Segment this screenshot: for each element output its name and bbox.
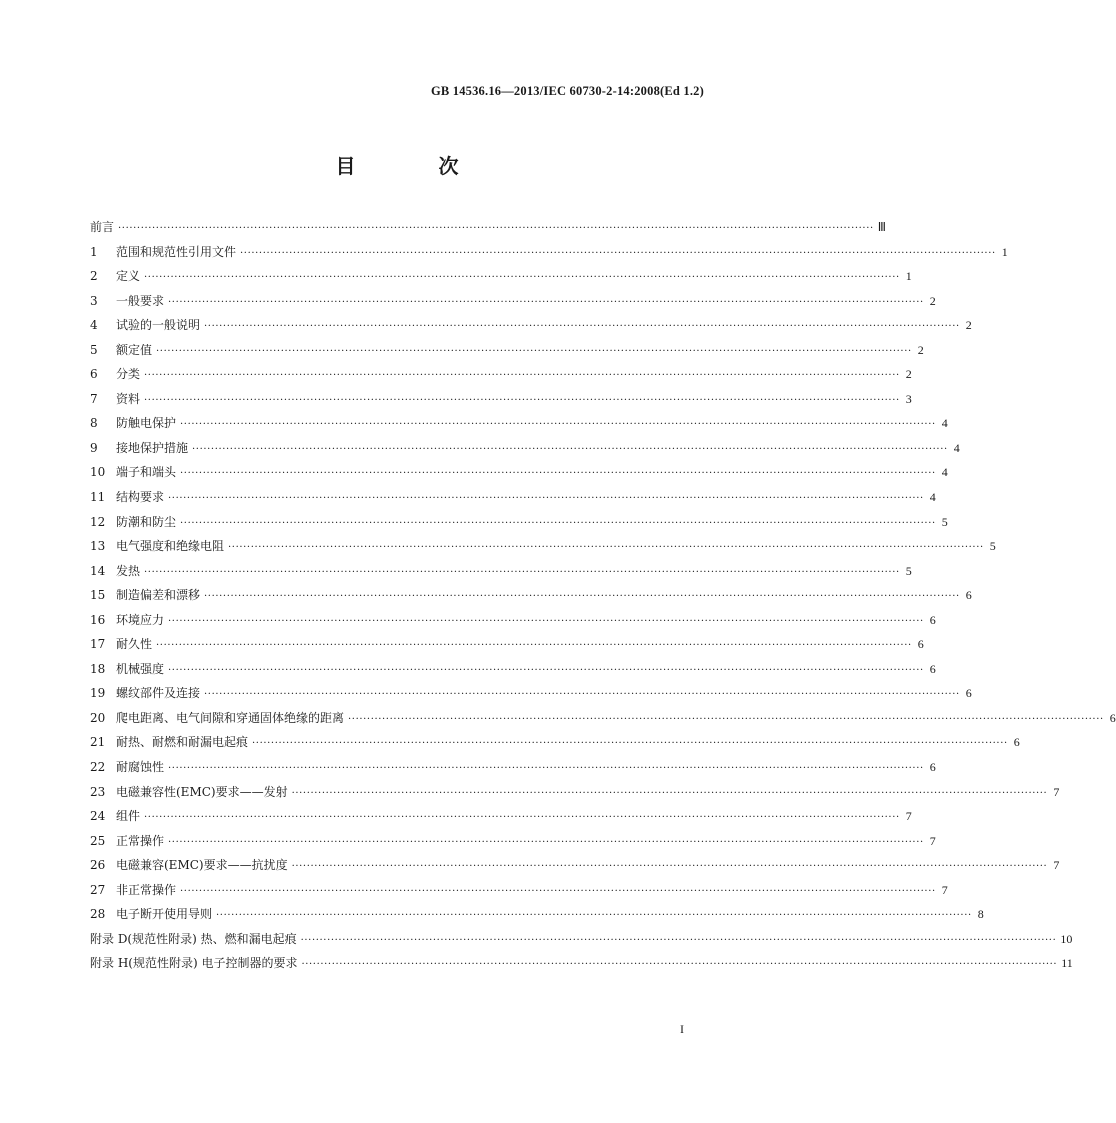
toc-entry-title: 防触电保护 [116,416,177,431]
toc-entry[interactable] [90,755,936,780]
toc-entry[interactable] [90,411,948,436]
toc-entry-page: 5 [989,539,996,554]
toc-entry[interactable] [90,485,936,510]
toc-entry-number: 27 [90,882,106,897]
toc-leader-dots: ········································································································································································································ [204,689,960,701]
toc-leader-dots: ········································································································································································································ [291,787,1048,799]
toc-entry-number: 9 [90,440,98,455]
toc-leader-dots: ········································································································································································································ [168,836,924,848]
toc-entry[interactable] [90,215,887,240]
toc-entry-page: Ⅲ [877,220,887,234]
toc-entry-page: 8 [977,907,984,922]
toc-entry[interactable] [90,387,912,412]
toc-entry-title: 资料 [116,391,141,406]
toc-entry-title: 范围和规范性引用文件 [116,244,237,259]
toc-leader-dots: ········································································································································································································ [180,419,936,431]
toc-entry-page: 6 [1013,735,1020,750]
toc-entry-title: 耐热、耐燃和耐漏电起痕 [116,735,249,750]
toc-entry[interactable] [90,681,972,706]
toc-leader-dots: ········································································································································································································ [168,615,924,627]
toc-entry[interactable] [90,583,972,608]
toc-entry-page: 5 [941,514,948,529]
toc-entry-title: 发热 [116,563,141,578]
toc-entry-title: 电磁兼容性(EMC)要求——发射 [116,784,288,799]
toc-entry[interactable] [90,608,936,633]
toc-leader-dots: ········································································································································································································ [180,517,936,529]
toc-leader-dots: ········································································································································································································ [168,664,924,676]
toc-entry-page: 2 [965,318,972,333]
toc-entry[interactable] [90,510,948,535]
toc-entry[interactable] [90,362,912,387]
toc-entry-title: 机械强度 [116,661,165,676]
toc-entry-number: 4 [90,318,98,333]
toc-entry-page: 6 [965,686,972,701]
toc-entry-page: 6 [929,661,936,676]
toc-entry[interactable] [90,878,948,903]
toc-leader-dots: ········································································································································································································ [156,640,912,652]
toc-entry-number: 14 [90,563,106,578]
toc-leader-dots: ········································································································································································································ [348,713,1104,725]
toc-entry-title: 端子和端头 [116,465,177,480]
toc-entry-page: 6 [929,760,936,775]
toc-leader-dots: ········································································································································································································ [144,370,900,382]
toc-entry[interactable] [90,534,996,559]
toc-entry[interactable] [90,927,1073,952]
toc-leader-dots: ········································································································································································································ [144,394,900,406]
table-of-contents [90,215,1116,976]
toc-entry-page: 1 [1001,244,1008,259]
toc-entry-number: 23 [90,784,106,799]
toc-leader-dots: ········································································································································································································ [291,861,1048,873]
toc-entry-number: 20 [90,710,106,725]
toc-leader-dots: ········································································································································································································ [156,345,912,357]
toc-entry-title: 耐腐蚀性 [116,760,165,775]
toc-entry-title: 组件 [116,809,141,824]
toc-entry[interactable] [90,706,1116,731]
toc-entry[interactable] [90,289,936,314]
toc-entry-number: 18 [90,661,106,676]
toc-entry-number: 15 [90,588,106,603]
page-title [0,150,794,179]
toc-leader-dots: ········································································································································································································ [168,296,924,308]
toc-entry[interactable] [90,853,1060,878]
toc-entry-number: 12 [90,514,106,529]
toc-entry-title: 螺纹部件及连接 [116,686,201,701]
toc-entry[interactable] [90,264,912,289]
toc-entry[interactable] [90,632,924,657]
toc-entry-title: 定义 [116,269,141,284]
toc-leader-dots: ········································································································································································································ [144,272,900,284]
toc-entry-page: 10 [1060,931,1073,946]
toc-entry-title: 防潮和防尘 [116,514,177,529]
toc-entry-title: 非正常操作 [116,882,177,897]
toc-entry-title: 前言 [90,220,115,234]
toc-entry-title: 爬电距离、电气间隙和穿通固体绝缘的距离 [116,710,345,725]
toc-entry[interactable] [90,657,936,682]
toc-entry-page: 6 [917,637,924,652]
toc-entry-number: 22 [90,760,106,775]
toc-entry[interactable] [90,460,948,485]
toc-entry-title: 附录 H(规范性附录) 电子控制器的要求 [90,956,298,971]
toc-entry[interactable] [90,804,912,829]
toc-leader-dots: ········································································································································································································ [216,910,972,922]
toc-entry-number: 1 [90,244,98,259]
toc-entry[interactable] [90,240,1008,265]
toc-entry-number: 16 [90,612,106,627]
toc-leader-dots: ········································································································································································································ [192,443,948,455]
toc-leader-dots: ········································································································································································································ [240,247,996,259]
toc-entry-number: 3 [90,293,98,308]
toc-entry-title: 电磁兼容(EMC)要求——抗扰度 [116,858,288,873]
toc-entry-title: 试验的一般说明 [116,318,201,333]
toc-entry-page: 2 [929,293,936,308]
toc-entry[interactable] [90,313,972,338]
toc-leader-dots: ········································································································································································································ [204,591,960,603]
toc-entry-number: 8 [90,416,98,431]
toc-entry[interactable] [90,338,924,363]
toc-leader-dots: ········································································································································································································ [144,566,900,578]
toc-leader-dots: ········································································································································································································ [180,468,936,480]
toc-entry-page: 2 [917,342,924,357]
toc-entry-title: 结构要求 [116,490,165,505]
toc-entry-page: 7 [905,809,912,824]
toc-entry-page: 11 [1061,956,1073,971]
toc-entry-number: 25 [90,833,106,848]
toc-entry-page: 4 [953,440,960,455]
toc-entry-page: 2 [905,367,912,382]
toc-entry[interactable] [90,902,984,927]
toc-entry-page: 5 [905,563,912,578]
toc-entry-page: 7 [941,882,948,897]
toc-entry-page: 6 [929,612,936,627]
toc-entry-number: 24 [90,809,106,824]
toc-entry-title: 额定值 [116,342,153,357]
toc-entry-page: 3 [905,391,912,406]
toc-entry-number: 21 [90,735,106,750]
page-title-text: 目 次 [335,154,497,178]
toc-entry-title: 制造偏差和漂移 [116,588,201,603]
toc-entry-title: 环境应力 [116,612,165,627]
toc-entry-number: 2 [90,269,98,284]
toc-entry-title: 附录 D(规范性附录) 热、燃和漏电起痕 [90,931,297,946]
toc-entry-number: 11 [90,490,106,505]
toc-entry-title: 电气强度和绝缘电阻 [116,539,225,554]
toc-entry-title: 电子断开使用导则 [116,907,213,922]
toc-entry-title: 一般要求 [116,293,165,308]
standard-code-header: GB 14536.16—2013/IEC 60730-2-14:2008(Ed 1.2) [430,84,704,98]
toc-entry-number: 6 [90,367,98,382]
toc-entry-title: 正常操作 [116,833,165,848]
toc-entry-number: 28 [90,907,106,922]
toc-entry-title: 分类 [116,367,141,382]
toc-entry-number: 5 [90,342,98,357]
toc-entry-page: 4 [941,465,948,480]
toc-leader-dots: ········································································································································································································ [118,223,874,234]
toc-leader-dots: ········································································································································································································ [300,934,1057,946]
toc-entry-number: 26 [90,858,106,873]
toc-entry-number: 7 [90,391,98,406]
toc-leader-dots: ········································································································································································································ [168,763,924,775]
toc-entry-page: 4 [941,416,948,431]
toc-entry-number: 19 [90,686,106,701]
toc-entry-title: 接地保护措施 [116,440,189,455]
toc-leader-dots: ········································································································································································································ [228,542,984,554]
page-number: I [680,1022,684,1036]
toc-entry-page: 4 [929,490,936,505]
toc-leader-dots: ········································································································································································································ [180,885,936,897]
toc-entry[interactable] [90,436,960,461]
toc-entry-page: 7 [1053,784,1060,799]
toc-entry-number: 10 [90,465,106,480]
toc-entry-page: 6 [965,588,972,603]
toc-entry-number: 17 [90,637,106,652]
toc-entry[interactable] [90,730,1020,755]
toc-entry-title: 耐久性 [116,637,153,652]
toc-leader-dots: ········································································································································································································ [252,738,1008,750]
toc-leader-dots: ········································································································································································································ [301,959,1058,971]
toc-entry-number: 13 [90,539,106,554]
toc-entry[interactable] [90,559,912,584]
toc-entry-page: 1 [905,269,912,284]
toc-leader-dots: ········································································································································································································ [168,493,924,505]
toc-entry-page: 7 [929,833,936,848]
toc-entry-page: 7 [1053,858,1060,873]
toc-entry-page: 6 [1109,710,1116,725]
toc-leader-dots: ········································································································································································································ [144,812,900,824]
toc-entry[interactable] [90,780,1060,805]
toc-entry[interactable] [90,829,936,854]
toc-leader-dots: ········································································································································································································ [204,321,960,333]
toc-entry[interactable] [90,951,1073,976]
